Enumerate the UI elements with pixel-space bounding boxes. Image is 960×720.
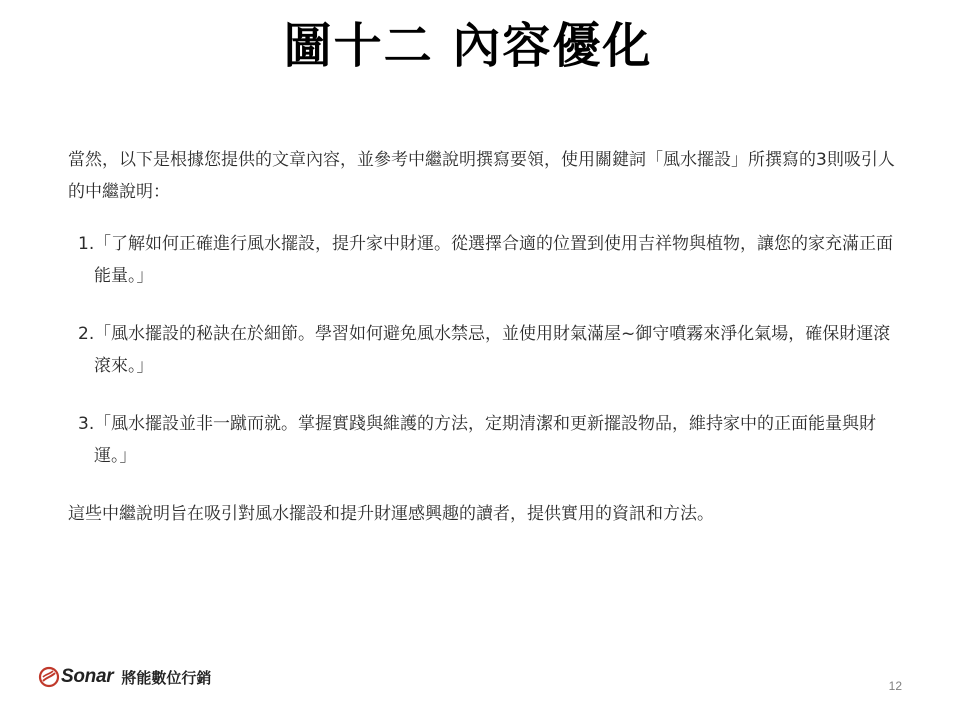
sonar-logo-icon bbox=[38, 666, 60, 688]
list-item-number: 2. bbox=[78, 324, 95, 344]
slide-title: 圖十二 內容優化 bbox=[283, 18, 653, 74]
intro-paragraph: 當然，以下是根據您提供的文章內容，並參考中繼說明撰寫要領，使用關鍵詞「風水擺設」所撰寫的3則吸引人的中繼說明： bbox=[68, 150, 895, 202]
list-item bbox=[68, 408, 904, 472]
list-item bbox=[68, 228, 904, 292]
company-logo bbox=[38, 664, 211, 690]
list-item-number: 1. bbox=[78, 234, 95, 254]
logo-company-name: 將能數位行銷 bbox=[121, 668, 212, 687]
content-body bbox=[68, 144, 904, 530]
logo-wordmark: Sonar bbox=[61, 666, 114, 687]
list-item bbox=[68, 318, 904, 382]
list-item-number: 3. bbox=[78, 414, 95, 434]
caption-list bbox=[68, 228, 904, 472]
closing-paragraph: 這些中繼說明旨在吸引對風水擺設和提升財運感興趣的讀者，提供實用的資訊和方法。 bbox=[68, 504, 714, 524]
list-item-text: 「風水擺設並非一蹴而就。掌握實踐與維護的方法，定期清潔和更新擺設物品，維持家中的正面能量與財運。」 bbox=[94, 414, 876, 466]
list-item-text: 「了解如何正確進行風水擺設，提升家中財運。從選擇合適的位置到使用吉祥物與植物，讓您的家充滿正面能量。」 bbox=[94, 234, 893, 286]
list-item-text: 「風水擺設的秘訣在於細節。學習如何避免風水禁忌，並使用財氣滿屋~御守噴霧來淨化氣場，確保財運滾滾來。」 bbox=[94, 324, 891, 376]
page-number: 12 bbox=[888, 679, 902, 693]
